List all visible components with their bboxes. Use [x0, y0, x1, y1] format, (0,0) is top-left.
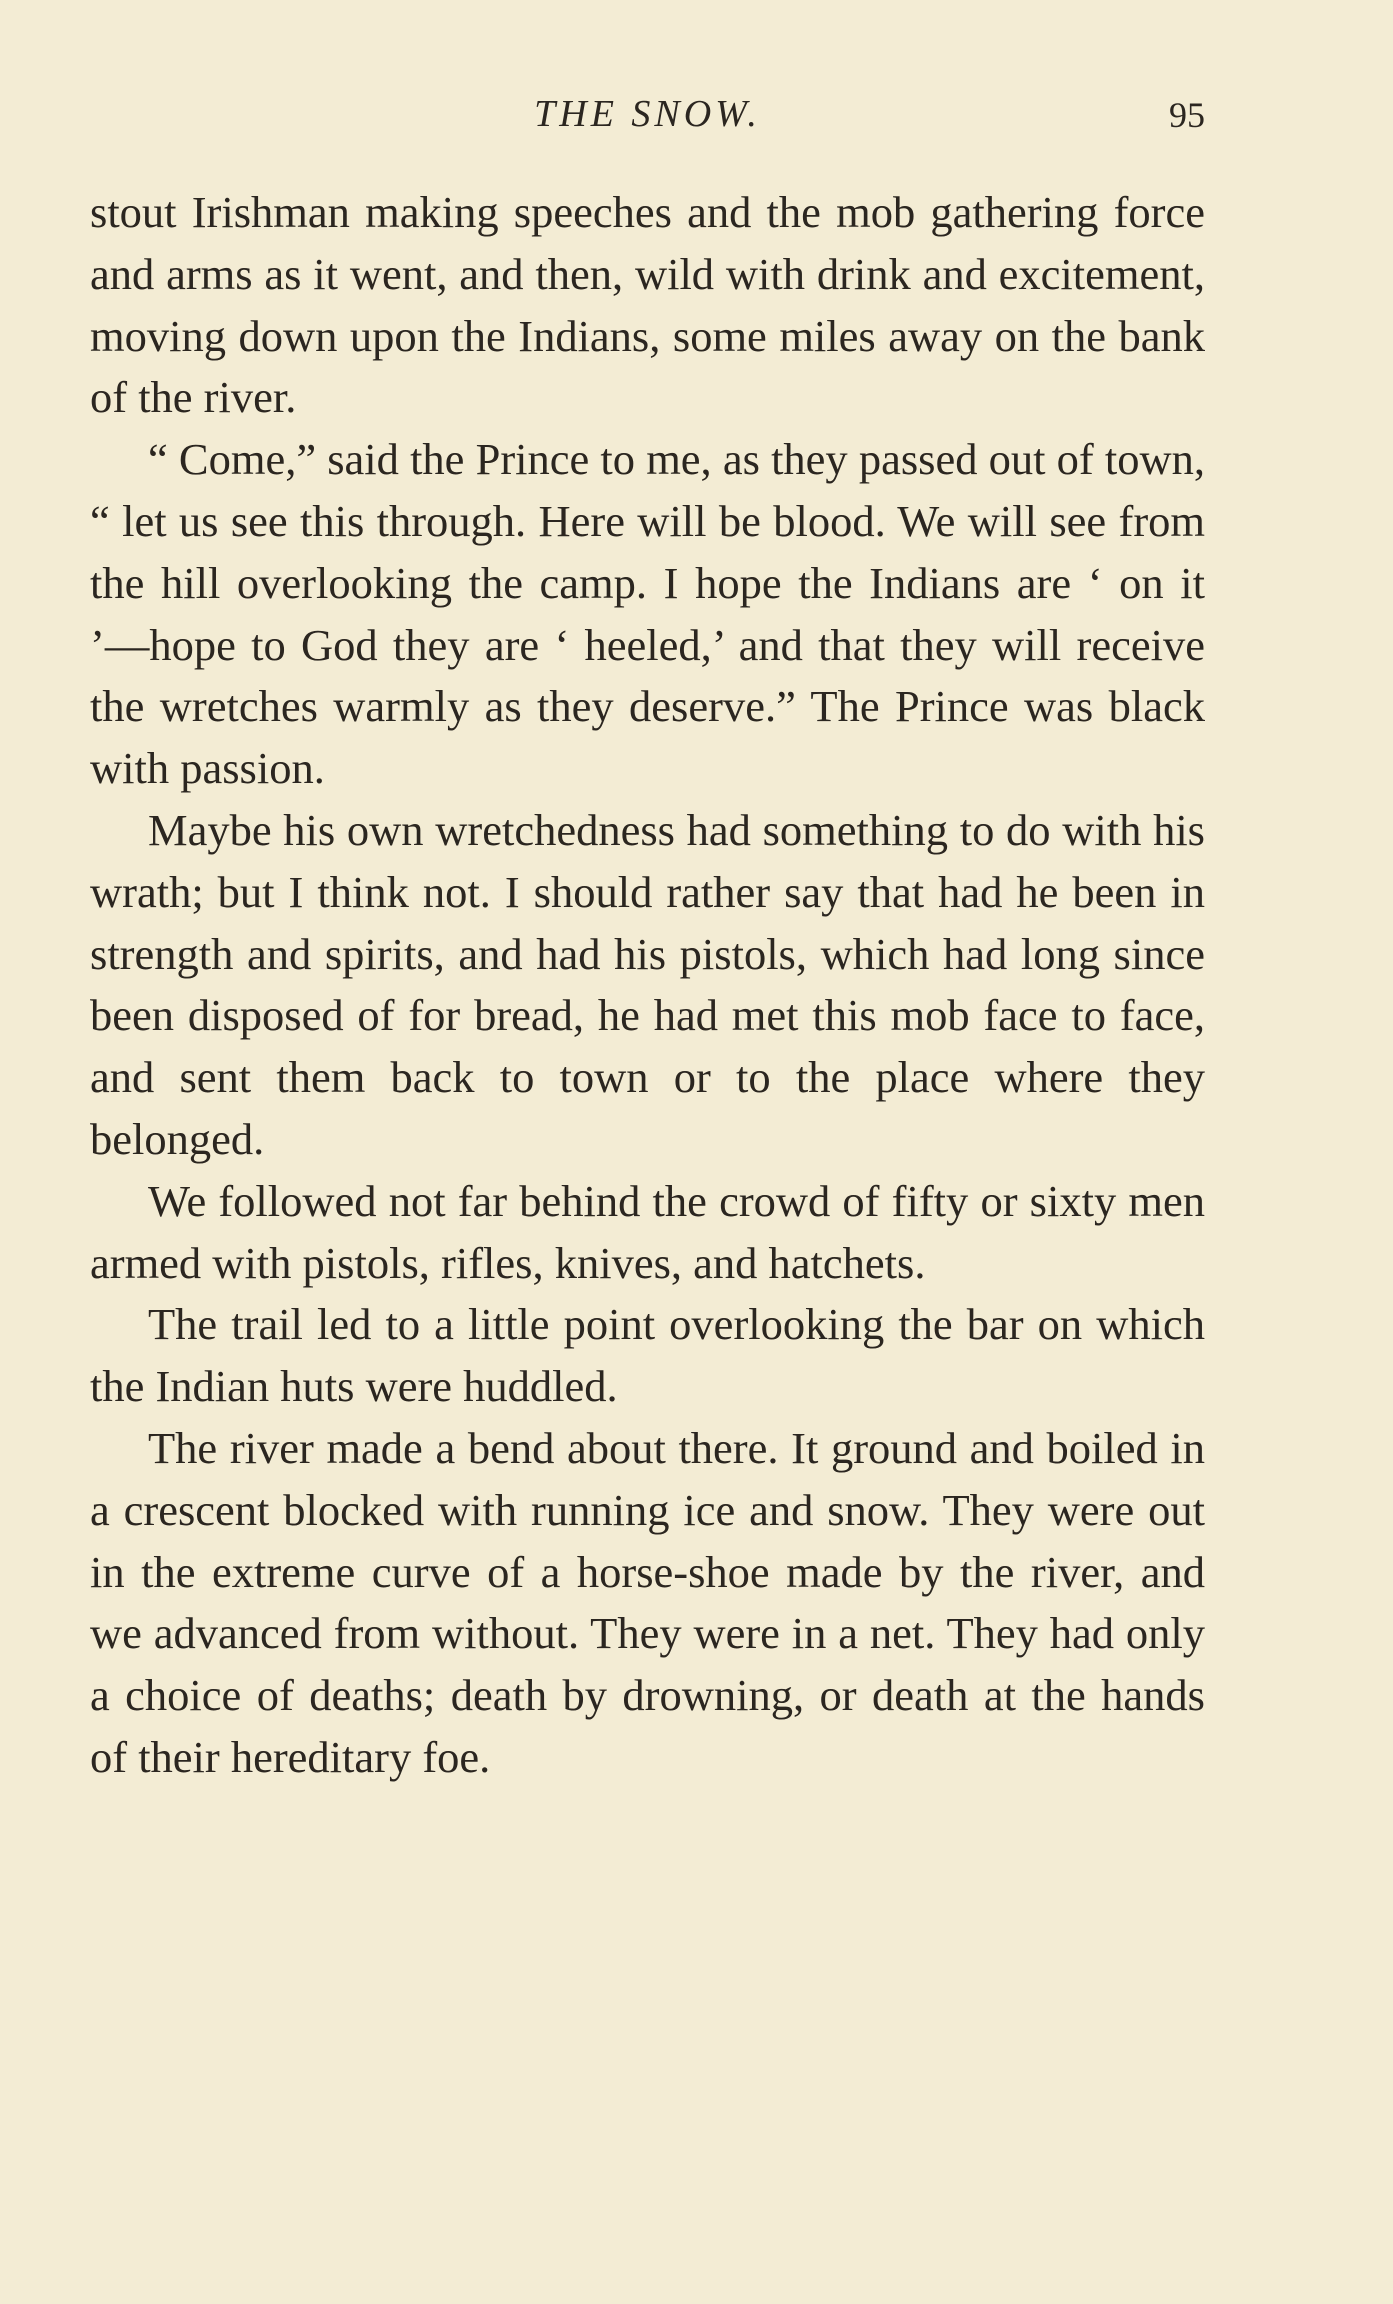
paragraph: The trail led to a little point overlooking the bar on which the Indian huts were huddled. [90, 1299, 1205, 1412]
paragraph-continuation: stout Irishman making speeches and the mob gathering force and arms as it went, and then, wild with drink and excitement, moving down upon the Indians, some miles away on the bank of the river. [90, 187, 1205, 423]
running-head: THE SNOW. [534, 93, 761, 135]
body-text [90, 182, 1205, 1789]
paragraph: The river made a bend about there. It ground and boiled in a crescent blocked with running ice and snow. They were out in the extreme curve of a horse-shoe made by the river, and we advanced from without. They were in a net. They had only a choice of deaths; death by drowning, or death at the hands of their hereditary foe. [90, 1422, 1205, 1782]
paragraph: Maybe his own wretchedness had something to do with his wrath; but I think not. I should rather say that had he been in strength and spirits, and had his pistols, which had long since been disposed of for bread, he had met this mob face to face, and sent them back to town or to the place where they belonged. [90, 804, 1205, 1164]
paragraph: We followed not far behind the crowd of fifty or sixty men armed with pistols, rifles, knives, and hatchets. [90, 1175, 1205, 1288]
paragraph: “ Come,” said the Prince to me, as they passed out of town, “ let us see this through. Here will be blood. We will see from the hill overlooking the camp. I hope the Indians are ‘ on it ’—hope to God they are ‘ heeled,’ and that they will receive the wretches warmly as they deserve.” The Prince was black with passion. [90, 434, 1205, 794]
page-header [90, 92, 1205, 152]
page-number: 95 [1169, 95, 1205, 135]
